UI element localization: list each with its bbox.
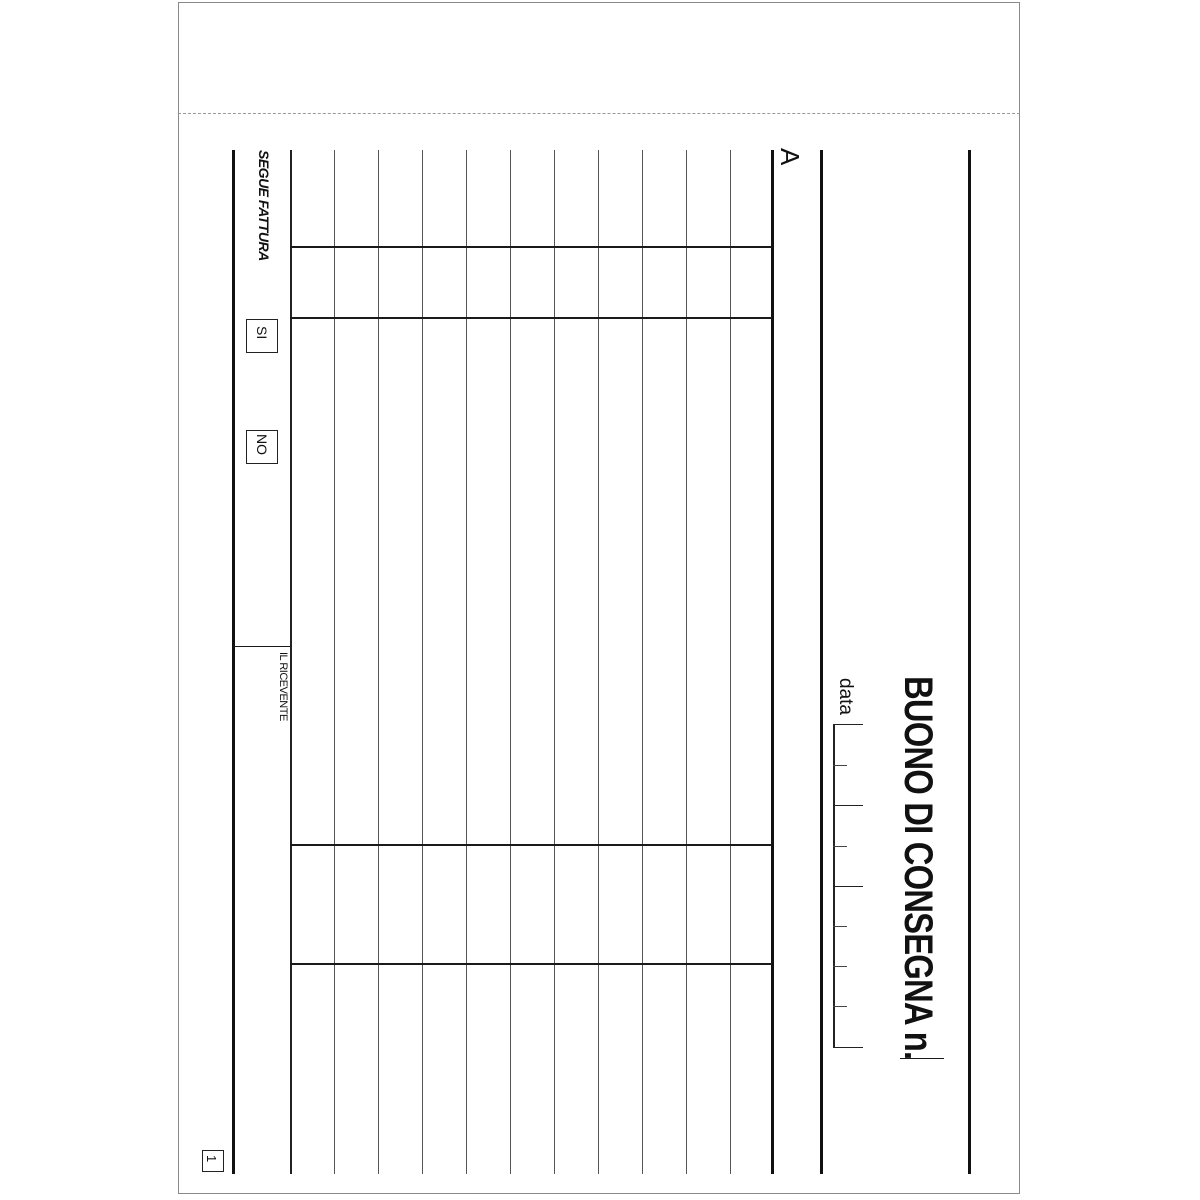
table-row-line[interactable] [598,150,599,1174]
segue-fattura-label: SEGUE FATTURA [256,150,272,261]
table-inner-rule [290,150,292,1174]
form-sheet [178,2,1020,1194]
date-tick [833,926,847,927]
date-tick [833,765,847,766]
table-row-line[interactable] [422,150,423,1174]
date-field-bottom [833,1047,863,1048]
table-row-line[interactable] [554,150,555,1174]
column-divider [290,246,772,248]
no-label: NO [254,434,270,455]
form-title: BUONO DI CONSEGNA n. [896,676,940,1060]
si-label: SI [254,326,270,340]
table-row-line[interactable] [686,150,687,1174]
column-divider [290,844,772,846]
number-field-line[interactable] [900,1058,944,1059]
date-separator [833,886,863,887]
table-row-line[interactable] [466,150,467,1174]
column-divider [290,317,772,319]
table-row-line[interactable] [510,150,511,1174]
table-outer-rule [771,150,774,1174]
date-field-top [833,724,863,725]
ricevente-label: IL RICEVENTE [277,652,289,721]
page-number: 1 [204,1155,219,1163]
date-label: data [835,678,856,715]
address-field-rule[interactable] [820,150,823,1174]
signature-divider [233,646,290,647]
table-row-line[interactable] [378,150,379,1174]
recipient-marker: A [775,148,805,166]
date-tick [833,1006,847,1007]
table-row-line[interactable] [642,150,643,1174]
column-divider [290,963,772,965]
table-row-line[interactable] [730,150,731,1174]
header-outer-rule [968,150,971,1174]
perforation-line [178,113,1020,114]
date-tick [833,846,847,847]
date-separator [833,805,863,806]
date-tick [833,966,847,967]
signature-field[interactable] [233,652,289,1172]
table-row-line[interactable] [334,150,335,1174]
